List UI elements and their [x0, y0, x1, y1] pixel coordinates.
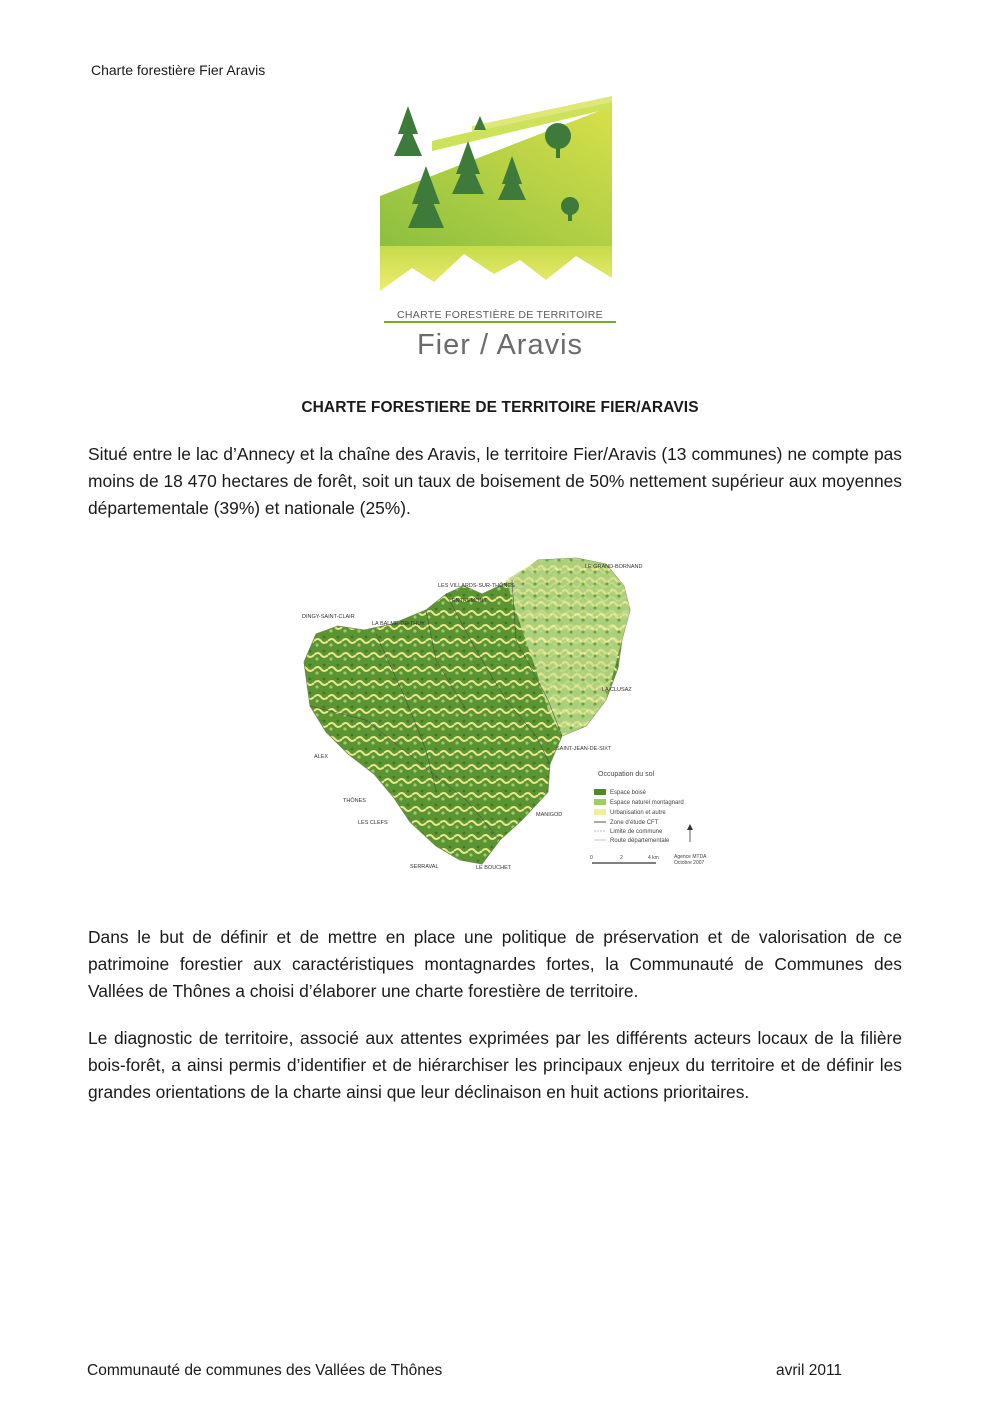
commune-label: LE BOUCHET	[476, 865, 512, 871]
commune-label: ENTREMONT	[452, 598, 487, 604]
legend-item: Limite de commune	[610, 829, 663, 835]
credit: Octobre 2007	[674, 860, 705, 866]
credit: Agence MTDA	[674, 854, 707, 860]
commune-label: DINGY-SAINT-CLAIR	[302, 614, 355, 620]
commune-label: LA CLUSAZ	[602, 687, 632, 693]
legend-item: Espace naturel montagnard	[610, 800, 684, 806]
legend-item: Route départementale	[610, 838, 670, 844]
fier-aravis-logo	[372, 96, 622, 366]
commune-label: LE GRAND-BORNAND	[585, 564, 643, 570]
logo-subtitle: CHARTE FORESTIÈRE DE TERRITOIRE	[397, 309, 603, 321]
legend-item: Espace boisé	[610, 790, 647, 796]
commune-label: ALEX	[314, 754, 329, 760]
logo-name: Fier / Aravis	[416, 329, 584, 361]
legend-item: Urbanisation et autre	[610, 810, 666, 816]
map-legend	[590, 771, 707, 866]
running-header: Charte forestière Fier Aravis	[91, 62, 266, 78]
scale-label: 4 km	[648, 855, 659, 861]
scale-label: 0	[590, 855, 593, 861]
commune-label: LA BALME-DE-THUY	[372, 621, 425, 627]
commune-label: SAINT-JEAN-DE-SIXT	[556, 746, 612, 752]
scale-label: 2	[620, 855, 623, 861]
commune-label: SERRAVAL	[410, 864, 439, 870]
commune-label: LES VILLARDS-SUR-THÔNES	[438, 583, 515, 589]
commune-label: THÔNES	[343, 798, 366, 804]
legend-item: Zone d’étude CFT	[610, 820, 659, 826]
commune-label: MANIGOD	[536, 812, 563, 818]
document-title: CHARTE FORESTIERE DE TERRITOIRE FIER/ARAVIS	[301, 399, 699, 416]
body-paragraph: Dans le but de définir et de mettre en place une politique de préservation et de valorisation de ce patrimoine forestier aux caractéristiques montagnardes fortes, la Communauté de Communes des Vallées de Thônes a choisi d’élaborer une charte forestière de territoire.	[88, 927, 902, 1001]
land-use-map	[286, 550, 716, 880]
commune-label: LES CLEFS	[358, 820, 388, 826]
footer-date: avril 2011	[776, 1362, 843, 1379]
intro-paragraph: Situé entre le lac d’Annecy et la chaîne des Aravis, le territoire Fier/Aravis (13 communes) ne compte pas moins de 18 470 hectares de forêt, soit un taux de boisement de 50% nettement supérieur aux moyennes départementale (39%) et nationale (25%).	[88, 444, 902, 518]
footer-organization: Communauté de communes des Vallées de Thônes	[87, 1362, 443, 1379]
legend-title: Occupation du sol	[598, 771, 655, 778]
body-paragraph: Le diagnostic de territoire, associé aux attentes exprimées par les différents acteurs locaux de la filière bois-forêt, a ainsi permis d’identifier et de hiérarchiser les principaux enjeux du territoire et de définir les grandes orientations de la charte ainsi que leur déclinaison en huit actions prioritaires.	[88, 1028, 902, 1102]
